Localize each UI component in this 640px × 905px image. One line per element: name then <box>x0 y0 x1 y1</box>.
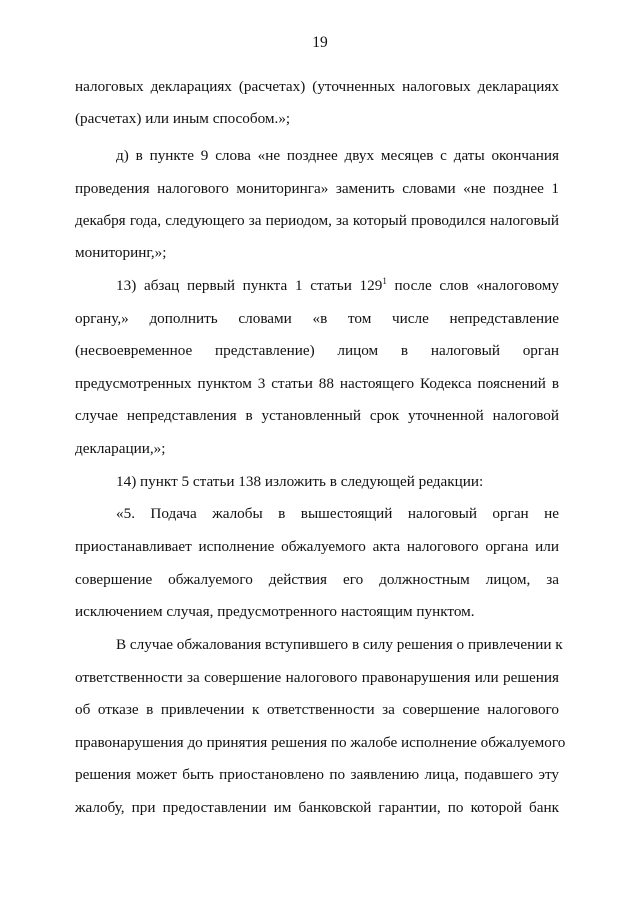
text-line: правонарушения до принятия решения по жалобе исполнение обжалуемого <box>75 734 566 751</box>
text-line: «5. Подача жалобы в вышестоящий налоговый орган не <box>116 505 559 522</box>
text-fragment: 13) абзац первый пункта 1 статьи 129 <box>116 277 383 294</box>
text-line: проведения налогового мониторинга» заменить словами «не позднее 1 <box>75 180 559 197</box>
text-line: В случае обжалования вступившего в силу решения о привлечении к <box>116 636 563 653</box>
text-line: 14) пункт 5 статьи 138 изложить в следующей редакции: <box>116 473 484 490</box>
text-line: совершение обжалуемого действия его должностным лицом, за <box>75 571 559 588</box>
text-line: д) в пункте 9 слова «не позднее двух месяцев с даты окончания <box>116 147 559 164</box>
text-line: решения может быть приостановлено по заявлению лица, подавшего эту <box>75 766 559 783</box>
text-line: об отказе в привлечении к ответственности за совершение налогового <box>75 701 559 718</box>
text-line: декабря года, следующего за периодом, за который проводился налоговый <box>75 212 559 229</box>
text-line: предусмотренных пунктом 3 статьи 88 настоящего Кодекса пояснений в <box>75 375 559 392</box>
text-line: исключением случая, предусмотренного настоящим пунктом. <box>75 603 475 620</box>
text-line: (несвоевременное представление) лицом в налоговый орган <box>75 342 559 359</box>
text-line-with-superscript <box>116 277 559 295</box>
page-number: 19 <box>312 34 328 51</box>
text-line: (расчетах) или иным способом.»; <box>75 110 291 127</box>
text-line: декларации,»; <box>75 440 166 457</box>
text-line: налоговых декларациях (расчетах) (уточненных налоговых декларациях <box>75 78 559 95</box>
text-fragment: после слов «налоговому <box>386 277 559 294</box>
text-line: случае непредставления в установленный срок уточненной налоговой <box>75 407 559 424</box>
superscript: 1 <box>382 276 387 286</box>
text-line: жалобу, при предоставлении им банковской гарантии, по которой банк <box>75 799 559 816</box>
text-line: органу,» дополнить словами «в том числе непредставление <box>75 310 559 327</box>
text-line: мониторинг,»; <box>75 244 167 261</box>
text-line: ответственности за совершение налогового правонарушения или решения <box>75 669 559 686</box>
text-line: приостанавливает исполнение обжалуемого акта налогового органа или <box>75 538 559 555</box>
